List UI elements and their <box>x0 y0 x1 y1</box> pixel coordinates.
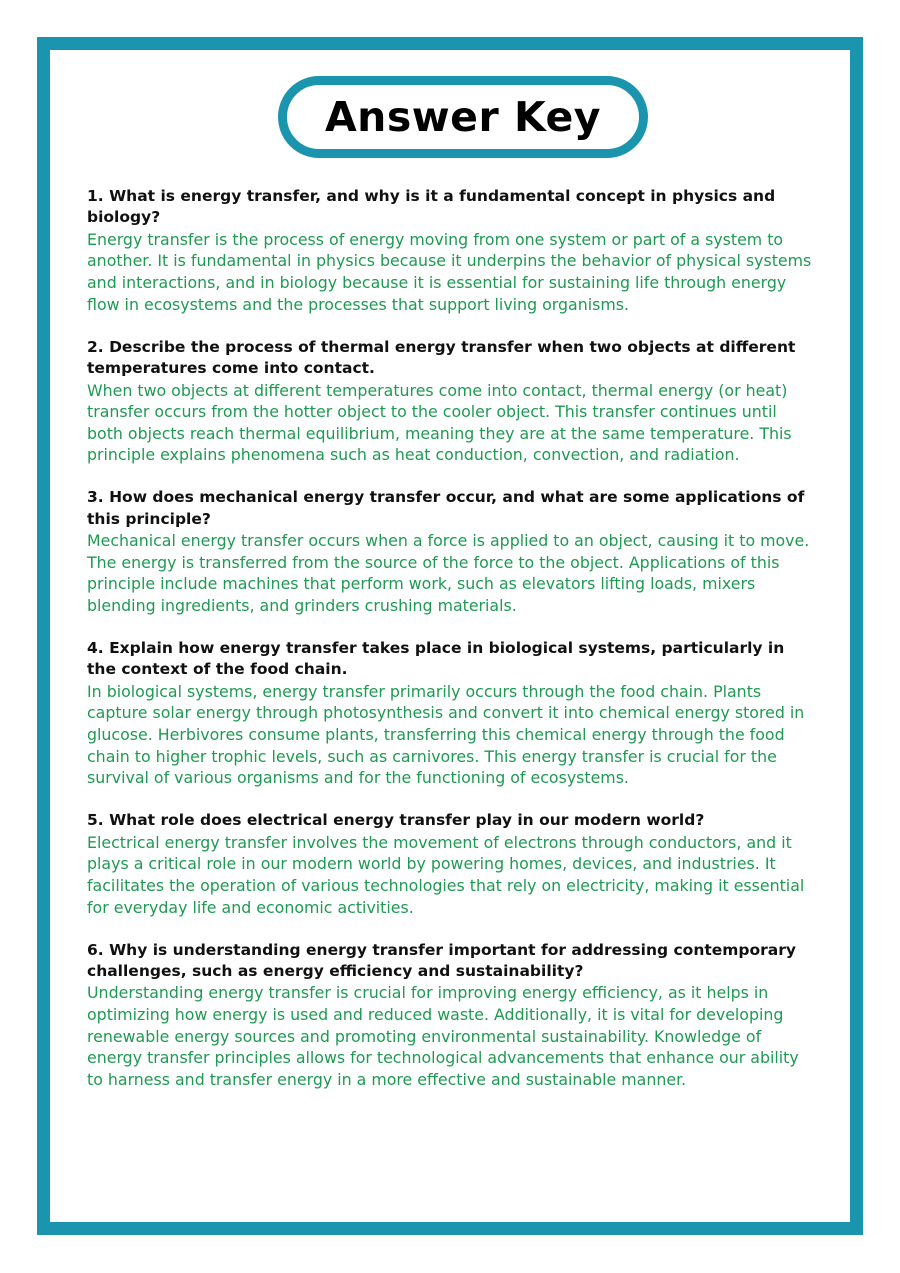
question-2: 2. Describe the process of thermal energy transfer when two objects at different temperatures come into contact. <box>87 337 796 378</box>
title-badge <box>278 76 648 158</box>
qa-item-4 <box>87 638 817 789</box>
answer-3: Mechanical energy transfer occurs when a force is applied to an object, causing it to move. The energy is transferred from the source of the force to the object. Applications of this principle include machines that perform work, such as elevators lifting loads, mixers blending ingredients, and grinders crushing materials. <box>87 531 810 615</box>
qa-item-1 <box>87 186 817 315</box>
answer-5: Electrical energy transfer involves the movement of electrons through conductors, and it plays a critical role in our modern world by powering homes, devices, and industries. It facilitates the operation of various technologies that rely on electricity, making it essential for everyday life and economic activities. <box>87 832 805 917</box>
qa-item-5 <box>87 810 817 918</box>
qa-item-2 <box>87 337 817 466</box>
question-3: 3. How does mechanical energy transfer occur, and what are some applications of this principle? <box>87 488 805 528</box>
question-5: 5. What role does electrical energy transfer play in our modern world? <box>87 811 705 830</box>
question-6: 6. Why is understanding energy transfer important for addressing contemporary challenges, such as energy efficiency and sustainability? <box>87 940 797 981</box>
answer-list <box>87 186 817 1112</box>
qa-item-6 <box>87 940 817 1091</box>
answer-4: In biological systems, energy transfer primarily occurs through the food chain. Plants capture solar energy through photosynthesis and convert it into chemical energy stored in glucose. Herbivores consume plants, transferring this chemical energy through the food chain to higher trophic levels, such as carnivores. This energy transfer is crucial for the survival of various organisms and for the functioning of ecosystems. <box>87 681 805 788</box>
answer-6: Understanding energy transfer is crucial for improving energy efficiency, as it helps in optimizing how energy is used and reduced waste. Additionally, it is vital for developing renewable energy sources and promoting environmental sustainability. Knowledge of energy transfer principles allows for technological advancements that enhance our ability to harness and transfer energy in a more effective and sustainable manner. <box>87 983 799 1089</box>
answer-2: When two objects at different temperatures come into contact, thermal energy (or heat) transfer occurs from the hotter object to the cooler object. This transfer continues until both objects reach thermal equilibrium, meaning they are at the same temperature. This principle explains phenomena such as heat conduction, convection, and radiation. <box>87 380 792 465</box>
question-4: 4. Explain how energy transfer takes place in biological systems, particularly in the context of the food chain. <box>87 639 785 679</box>
page-title: Answer Key <box>324 93 602 141</box>
qa-item-3 <box>87 487 817 616</box>
question-1: 1. What is energy transfer, and why is it a fundamental concept in physics and biology? <box>87 187 776 227</box>
answer-1: Energy transfer is the process of energy moving from one system or part of a system to another. It is fundamental in physics because it underpins the behavior of physical systems and interactions, and in biology because it is essential for sustaining life through energy flow in ecosystems and the processes that support living organisms. <box>87 229 812 314</box>
